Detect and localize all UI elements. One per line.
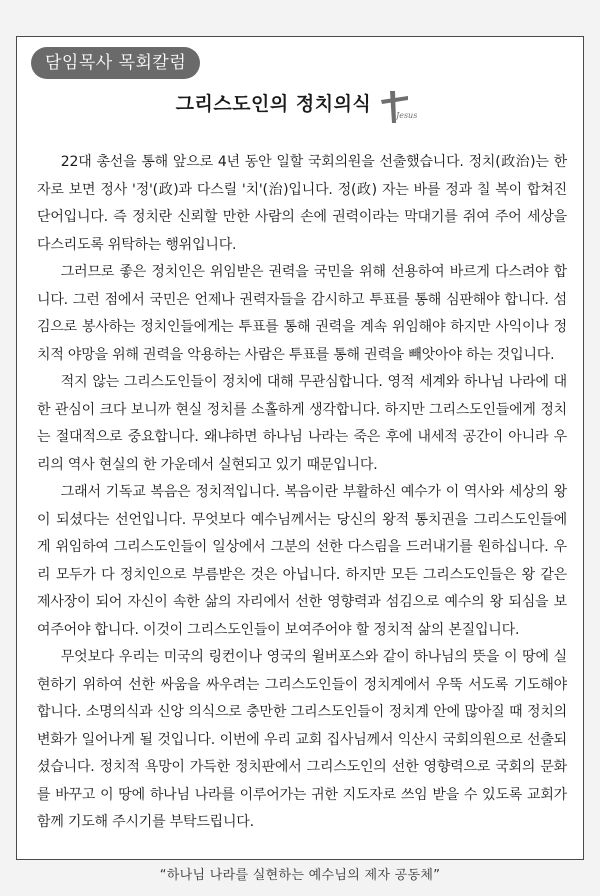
column-frame: [16, 36, 584, 860]
title-row: [17, 83, 583, 123]
paragraph: 적지 않는 그리스도인들이 정치에 대해 무관심합니다. 영적 세계와 하나님 나라에 대한 관심이 크다 보니까 현실 정치를 소홀하게 생각합니다. 하지만 그리스도인들에게 정치는 절대적으로 중요합니다. 왜냐하면 하나님 나라는 죽은 후에 내세적 공간이 아니라 우리의 역사 현실의 한 가운데서 실현되고 있기 때문입니다.: [37, 374, 567, 473]
paragraph: 무엇보다 우리는 미국의 링컨이나 영국의 윌버포스와 같이 하나님의 뜻을 이 땅에 실현하기 위하여 선한 싸움을 싸우려는 그리스도인들이 정치계에서 우뚝 서도록 기도해야 합니다. 소명의식과 신앙 의식으로 충만한 그리스도인들이 정치계 안에 많아질 때 정치의 변화가 일어나게 될 것입니다. 이번에 우리 교회 집사님께서 익산시 국회의원으로 선출되셨습니다. 정치적 욕망이 가득한 정치판에서 그리스도인의 선한 영향력으로 국회의 문화를 바꾸고 이 땅에 하나님 나라를 이루어가는 귀한 지도자로 쓰임 받을 수 있도록 교회가 함께 기도해 주시기를 부탁드립니다.: [37, 649, 567, 830]
paragraph: 그래서 기독교 복음은 정치적입니다. 복음이란 부활하신 예수가 이 역사와 세상의 왕이 되셨다는 선언입니다. 무엇보다 예수님께서는 당신의 왕적 통치권을 그리스도인들에게 위임하여 그리스도인들이 일상에서 그분의 선한 다스림을 드러내기를 원하십니다. 우리 모두가 다 정치인으로 부름받은 것은 아닙니다. 하지만 모든 그리스도인들은 왕 같은 제사장이 되어 자신이 속한 삶의 자리에서 선한 영향력과 섬김으로 예수의 왕 되심을 보여주어야 합니다. 이것이 그리스도인들이 보여주어야 할 정치적 삶의 본질입니다.: [37, 484, 567, 638]
paragraph: 그러므로 좋은 정치인은 위임받은 권력을 국민을 위해 선용하여 바르게 다스려야 합니다. 그런 점에서 국민은 언제나 권력자들을 감시하고 투표를 통해 심판해야 합니다. 섬김으로 봉사하는 정치인들에게는 투표를 통해 권력을 계속 위임해야 하지만 사익이나 정치적 야망을 위해 권력을 악용하는 사람은 투표를 통해 권력을 빼앗아야 하는 것입니다.: [37, 264, 567, 363]
paragraph: 22대 총선을 통해 앞으로 4년 동안 일할 국회의원을 선출했습니다. 정치(政治)는 한자로 보면 정사 '정'(政)과 다스릴 '치'(治)입니다. 정(政) 자는 바를 정과 칠 복이 합쳐진 단어입니다. 즉 정치란 신뢰할 만한 사람의 손에 권력이라는 막대기를 쥐여 주어 세상을 다스리도록 위탁하는 행위입니다.: [37, 154, 567, 253]
cross-icon: [378, 83, 424, 125]
church-motto: “하나님 나라를 실현하는 예수님의 제자 공동체”: [159, 868, 441, 883]
column-body: [37, 149, 567, 837]
column-badge: 담임목사 목회칼럼: [31, 47, 200, 79]
cross-script-label: Jesus: [396, 111, 418, 120]
column-title: 그리스도인의 정치의식: [175, 93, 372, 115]
